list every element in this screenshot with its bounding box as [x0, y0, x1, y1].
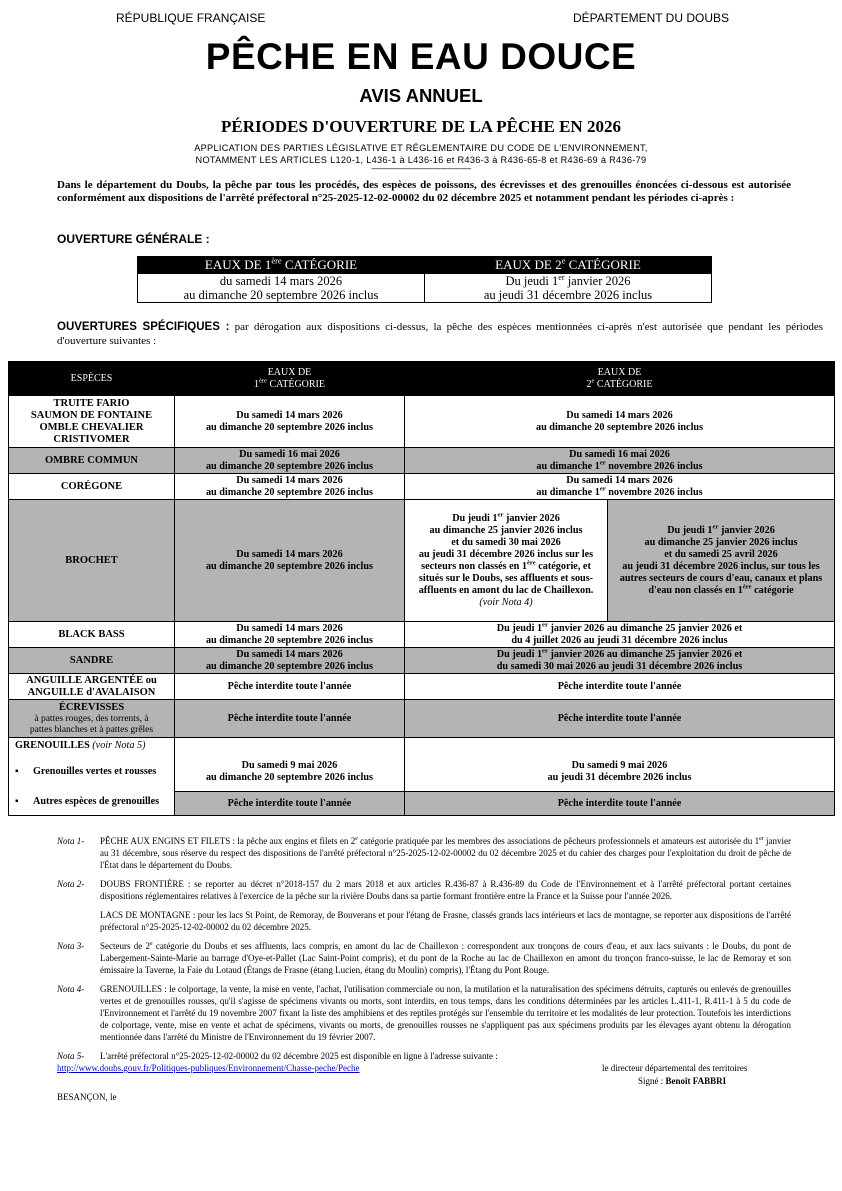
cat2-period: Du jeudi 1er janvier 2026 au jeudi 31 décembre 2026 inclus: [425, 274, 712, 303]
cell-cat1: Pêche interdite toute l'année: [175, 700, 405, 738]
cell-cat2: Du jeudi 1er janvier 2026 au dimanche 25 janvier 2026 et du 4 juillet 2026 au jeudi 31 décembre 2026 inclus: [405, 622, 835, 648]
cell-cat2: Du samedi 14 mars 2026 au dimanche 1er novembre 2026 inclus: [405, 474, 835, 500]
cell-cat1: Du samedi 9 mai 2026 au dimanche 20 septembre 2026 inclus: [175, 738, 405, 792]
dotted-separator: ----------------------------------------------: [371, 164, 471, 173]
cell-cat2: Pêche interdite toute l'année: [405, 792, 835, 816]
table-row: [9, 674, 835, 700]
signature-name: Signé : Benoît FABBRI: [638, 1076, 727, 1086]
note-3: Nota 3- Secteurs de 2e catégorie du Doubs et ses affluents, lacs compris, en amont du lac de Chaillexon : correspondent aux tronçons de cours d'eau, et aux lacs suivants : le Doubs, du pont de Labergement-Sainte-Marie au barrage d'Oye-et-Pallet (Lac Saint-Point compris), et du pont de la Roche au lac de Chaillexon en amont du tronçon franco-suisse, le lac de Remoray et son émissaire la Taverne, la Faie du Lotaud (Étangs de Frasne (étang Lucien, étang du Moulin) compris), l'Étang du Pont Rouge.: [57, 941, 791, 975]
species-truite: TRUITE FARIO SAUMON DE FONTAINE OMBLE CHEVALIER CRISTIVOMER: [9, 396, 175, 448]
cell-cat1: Du samedi 14 mars 2026 au dimanche 20 septembre 2026 inclus: [175, 474, 405, 500]
species-header: ESPÈCES: [9, 362, 175, 396]
cell-cat2: Pêche interdite toute l'année: [405, 700, 835, 738]
application-line-1: APPLICATION DES PARTIES LÉGISLATIVE ET RÉGLEMENTAIRE DU CODE DE L'ENVIRONNEMENT,: [194, 143, 648, 153]
signature-title: le directeur départemental des territoires: [602, 1063, 748, 1073]
specific-opening-paragraph: OUVERTURES SPÉCIFIQUES : par dérogation aux dispositions ci-dessus, la pêche des espèces mentionnées ci-après n'est autorisée que pendant les périodes d'ouverture suivantes :: [57, 321, 823, 347]
table-row: [9, 500, 835, 622]
species-black-bass: BLACK BASS: [9, 622, 175, 648]
bullet-icon: ▪: [15, 796, 19, 807]
note-2: Nota 2- DOUBS FRONTIÈRE : se reporter au décret n°2018-157 du 2 mars 2018 et aux articles R.436-87 à R.436-89 du Code de l'Environnement et à l'arrêté préfectoral portant certaines dispositions réglementaires relatives à l'exercice de la pêche sur la rivière Doubs dans sa partie formant frontière entre la France et la Suisse pour l'année 2026.: [57, 879, 791, 901]
cell-cat2-other: Du jeudi 1er janvier 2026 au dimanche 25 janvier 2026 inclus et du samedi 25 avril 2026 au jeudi 31 décembre 2026 inclus, sur tous les autres secteurs de cours d'eau, canaux et plans d'eau non classés en 1ère catégorie: [608, 500, 835, 622]
republique-label: RÉPUBLIQUE FRANÇAISE: [116, 11, 266, 25]
cell-cat1: Du samedi 14 mars 2026 au dimanche 20 septembre 2026 inclus: [175, 500, 405, 622]
species-ombre: OMBRE COMMUN: [9, 448, 175, 474]
cell-cat1: Pêche interdite toute l'année: [175, 792, 405, 816]
departement-label: DÉPARTEMENT DU DOUBS: [573, 11, 730, 25]
page-subtitle: AVIS ANNUEL: [359, 85, 483, 106]
cell-cat2: Pêche interdite toute l'année: [405, 674, 835, 700]
bullet-icon: ▪: [15, 766, 19, 777]
arrete-link[interactable]: http://www.doubs.gouv.fr/Politiques-publiques/Environnement/Chasse-peche/Peche: [57, 1063, 360, 1073]
page-title: PÊCHE EN EAU DOUCE: [205, 36, 637, 77]
periods-heading: PÉRIODES D'OUVERTURE DE LA PÊCHE EN 2026: [221, 117, 621, 136]
species-brochet: BROCHET: [9, 500, 175, 622]
species-coregone: CORÉGONE: [9, 474, 175, 500]
general-opening-table: [137, 256, 712, 303]
note-2b: LACS DE MONTAGNE : pour les lacs St Point, de Remoray, de Bouverans et pour l'étang de Frasne, classés grands lacs intérieurs et lacs de montagne, se reporter aux dispositions de l'arrêté préfectoral n°25-2025-12-02-00002 du 02 décembre 2025.: [100, 910, 791, 932]
application-text: [0, 143, 842, 166]
species-anguille: ANGUILLE ARGENTÉE ou ANGUILLE d'AVALAISON: [9, 674, 175, 700]
cell-cat2: Du samedi 9 mai 2026 au jeudi 31 décembre 2026 inclus: [405, 738, 835, 792]
table-row: [9, 622, 835, 648]
table-row: [9, 474, 835, 500]
cell-cat1: Du samedi 14 mars 2026 au dimanche 20 septembre 2026 inclus: [175, 648, 405, 674]
specific-opening-label: OUVERTURES SPÉCIFIQUES :: [57, 321, 230, 333]
intro-paragraph: Dans le département du Doubs, la pêche par tous les procédés, des espèces de poissons, des écrevisses et des grenouilles énoncées ci-dessous est autorisée conformément aux dispositions de l'arrêté préfectoral n°25-2025-12-02-00002 du 02 décembre 2025 et notamment pendant les périodes ci-après :: [57, 179, 791, 204]
cell-cat2: Du samedi 14 mars 2026 au dimanche 20 septembre 2026 inclus: [405, 396, 835, 448]
cell-cat2-doubs: Du jeudi 1er janvier 2026 au dimanche 25 janvier 2026 inclus et du samedi 30 mai 2026 au jeudi 31 décembre 2026 inclus sur les secteurs non classés en 1ère catégorie, et situés sur le Doubs, ses affluents et sous- affluents en amont du lac de Chaillexon. (voir Nota 4): [405, 500, 608, 622]
cat2-header: EAUX DE 2e CATÉGORIE: [405, 362, 835, 396]
cat2-header: EAUX DE 2e CATÉGORIE: [425, 257, 712, 274]
notes-section: [57, 835, 791, 1074]
note-5: Nota 5- L'arrêté préfectoral n°25-2025-12-02-00002 du 02 décembre 2025 est disponible en ligne à l'adresse suivante :: [57, 1051, 498, 1061]
table-row: [9, 700, 835, 738]
besancon-date: BESANÇON, le: [57, 1092, 117, 1102]
cat1-header: EAUX DE 1ère CATÉGORIE: [175, 362, 405, 396]
species-sandre: SANDRE: [9, 648, 175, 674]
cat1-period: du samedi 14 mars 2026 au dimanche 20 septembre 2026 inclus: [138, 274, 425, 303]
cell-cat1: Du samedi 16 mai 2026 au dimanche 20 septembre 2026 inclus: [175, 448, 405, 474]
cell-cat2: Du jeudi 1er janvier 2026 au dimanche 25 janvier 2026 et du samedi 30 mai 2026 au jeudi 31 décembre 2026 inclus: [405, 648, 835, 674]
cat1-header: EAUX DE 1ère CATÉGORIE: [138, 257, 425, 274]
note-1: Nota 1- PÊCHE AUX ENGINS ET FILETS : la pêche aux engins et filets en 2e catégorie pratiquée par les membres des associations de pêcheurs professionnels et amateurs est autorisée du 1er janvier au 31 décembre, sous réserve du respect des dispositions de l'arrêté préfectoral n°25-2025-12-02-00002 du 02 décembre 2025 et du cahier des charges pour l'exploitation du droit de pêche de l'État dans le département du Doubs.: [57, 836, 791, 870]
table-row: [9, 448, 835, 474]
table-row: [9, 396, 835, 448]
species-table: [8, 361, 835, 816]
cell-cat2: Du samedi 16 mai 2026 au dimanche 1er novembre 2026 inclus: [405, 448, 835, 474]
note-4: Nota 4- GRENOUILLES : le colportage, la vente, la mise en vente, l'achat, l'utilisation commerciale ou non, la mutilation et la naturalisation des spécimens détruits, capturés ou enlevés de grenouilles vertes et de grenouilles rousses, qu'il s'agisse de spécimens vivants ou morts, sont interdits, en tous temps, dans les conditions déterminées par les articles L.411-1, R.411-1 à 5 du code de l'Environnement et l'arrêté du 19 novembre 2007 fixant la liste des amphibiens et des reptiles protégés sur l'ensemble du territoire et les modalités de leur protection. Toutefois les interdictions de colportage, vente, mise en vente et achat de spécimens, vivants ou morts, de grenouilles rousses ne s'appliquent pas aux spécimens produits par les élevages ayant obtenu la dérogation mentionnée dans l'arrêté du Ministre de l'Environnement du 19 février 2007.: [57, 984, 791, 1042]
signature-block: [602, 1062, 747, 1088]
table-row: [9, 738, 835, 792]
species-ecrevisses: ÉCREVISSES à pattes rouges, des torrents, à pattes blanches et à pattes grêles: [9, 700, 175, 738]
application-line-2: NOTAMMENT LES ARTICLES L120-1, L436-1 à L436-16 et R436-3 à R436-65-8 et R436-69 à R436-79: [195, 154, 647, 165]
table-row: [9, 648, 835, 674]
species-grenouilles: GRENOUILLES (voir Nota 5) ▪ Grenouilles vertes et rousses ▪ Autres espèces de grenouilles: [9, 738, 175, 816]
general-opening-label: OUVERTURE GÉNÉRALE :: [57, 232, 210, 246]
cell-cat1: Pêche interdite toute l'année: [175, 674, 405, 700]
cell-cat1: Du samedi 14 mars 2026 au dimanche 20 septembre 2026 inclus: [175, 396, 405, 448]
cell-cat1: Du samedi 14 mars 2026 au dimanche 20 septembre 2026 inclus: [175, 622, 405, 648]
